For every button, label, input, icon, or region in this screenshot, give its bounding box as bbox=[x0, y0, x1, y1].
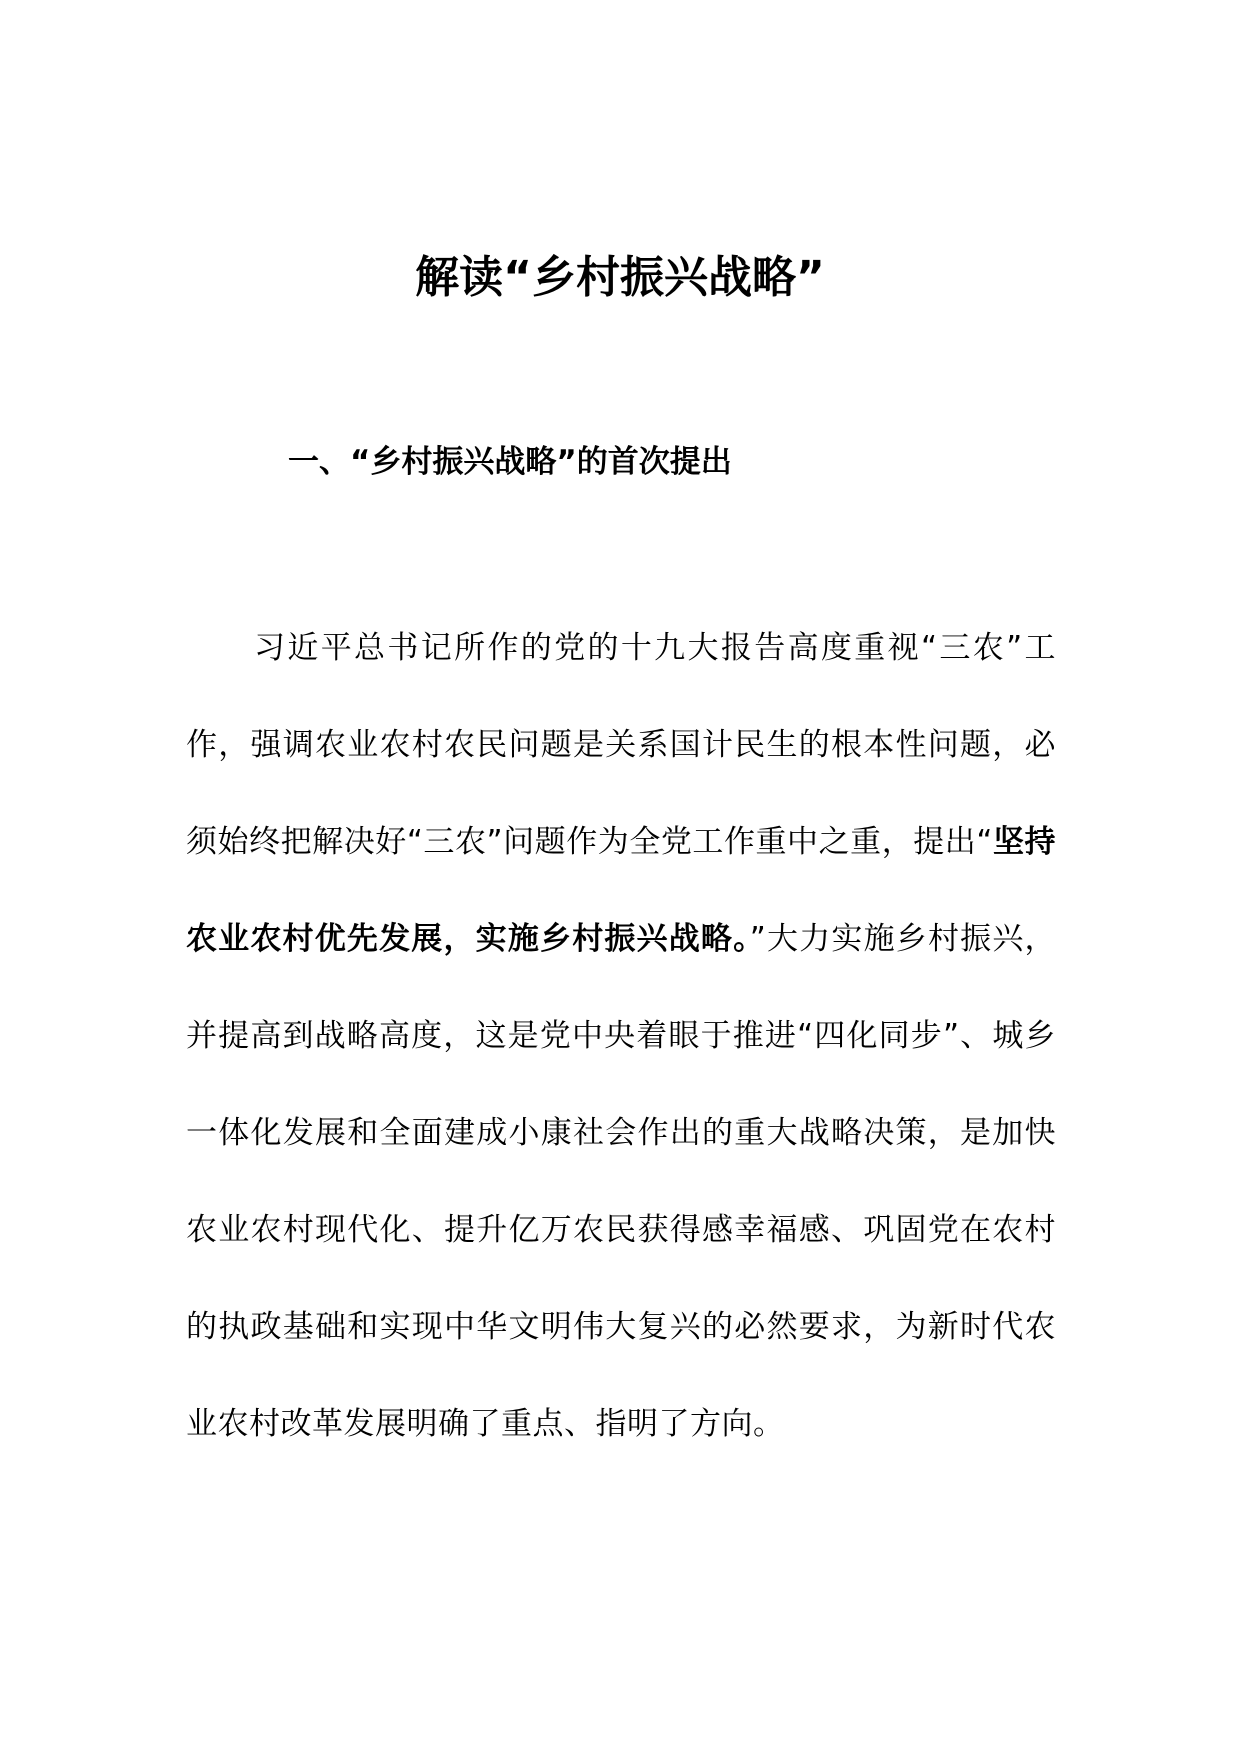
paragraph-text-part1: 习近平总书记所作的党的十九大报告高度重视“三农”工作，强调农业农村农民问题是关系国计民生的根本性问题，必须始终把解决好“三农”问题作为全党工作重中之重，提出“ bbox=[186, 630, 1056, 860]
document-title: 解读“乡村振兴战略” bbox=[415, 252, 825, 303]
paragraph-text-part2: ”大力实施乡村振兴，并提高到战略高度，这是党中央着眼于推进“四化同步”、城乡一体化发展和全面建成小康社会作出的重大战略决策，是加快农业农村现代化、提升亿万农民获得感幸福感、巩固党在农村的执政基础和实现中华文明伟大复兴的必然要求，为新时代农业农村改革发展明确了重点、指明了方向。 bbox=[186, 921, 1057, 1442]
paragraph-emphasis: 坚持农业农村优先发展，实施乡村振兴战略。 bbox=[186, 824, 1056, 957]
section-heading: 一、“乡村振兴战略”的首次提出 bbox=[288, 444, 732, 480]
body-paragraph bbox=[186, 600, 1056, 1473]
